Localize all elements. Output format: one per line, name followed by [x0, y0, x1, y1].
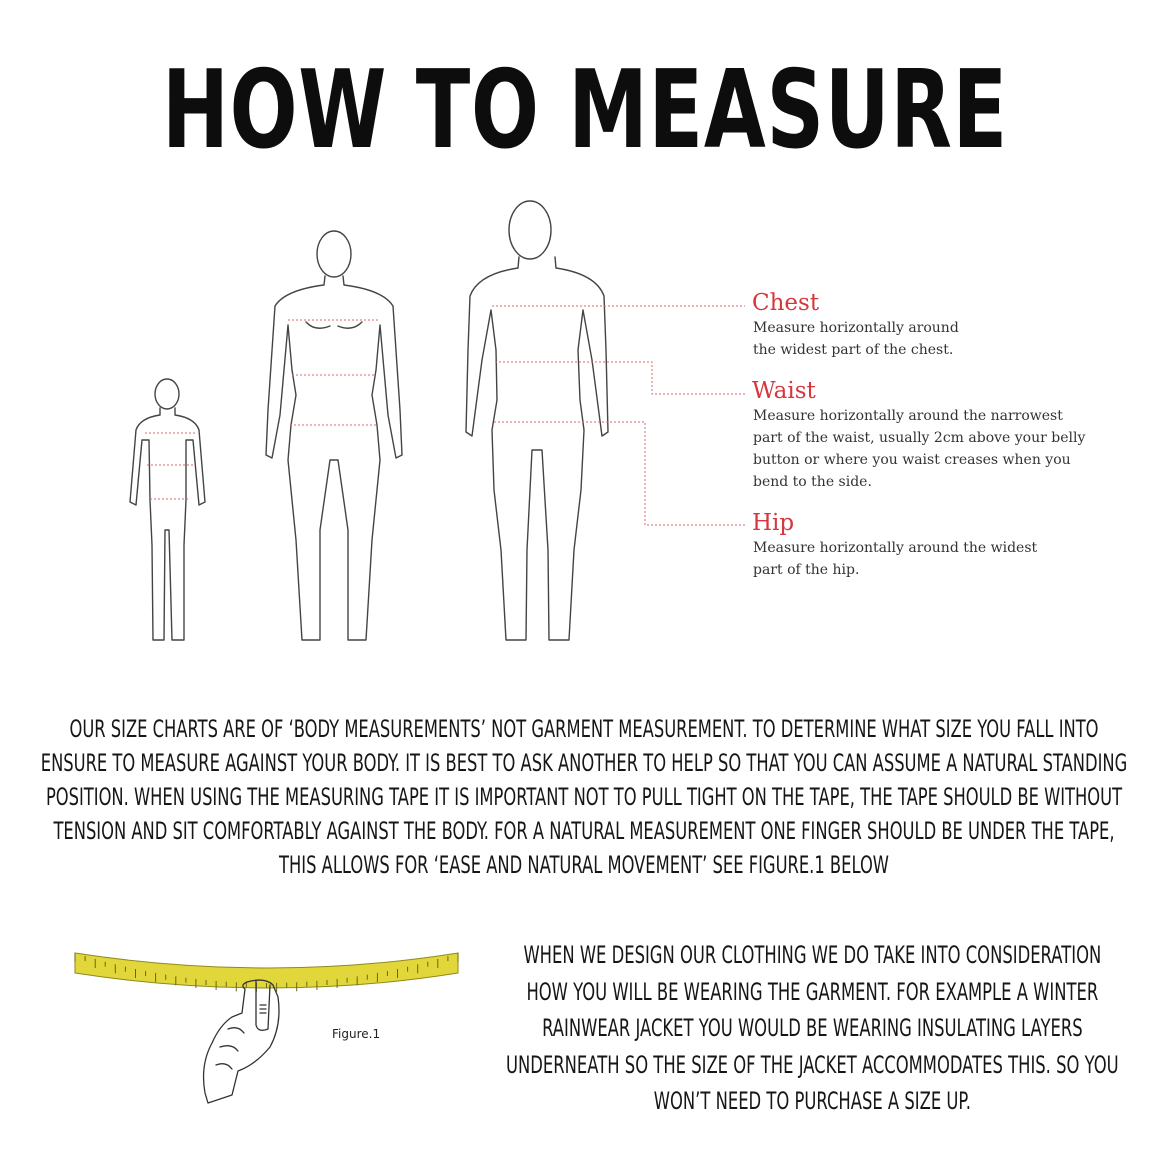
- hand-outline: [204, 980, 279, 1103]
- child-figure-outline: [130, 379, 205, 640]
- design-note-paragraph: WHEN WE DESIGN OUR CLOTHING WE DO TAKE INTO CONSIDERATION HOW YOU WILL BE WEARING THE GARMENT. FOR EXAMPLE A WINTER RAINWEAR JACKET YOU WOULD BE WEARING INSULATING LAYERS UNDERNEATH SO THE SIZE OF THE JACKET ACCOMMODATES THIS. SO YOU WON’T NEED TO PURCHASE A SIZE UP.: [506, 941, 1119, 1115]
- measurement-guides: [145, 306, 745, 525]
- measuring-tape: [75, 953, 458, 988]
- chest-label: Chest: [752, 290, 820, 316]
- hip-description: Measure horizontally around the widest part of the hip.: [753, 540, 1038, 578]
- hip-label: Hip: [752, 510, 795, 536]
- man-figure-outline: [466, 201, 608, 640]
- waist-label: Waist: [752, 378, 816, 404]
- waist-description: Measure horizontally around the narrowest part of the waist, usually 2cm above your belly button or where you waist creases when you bend to the side.: [753, 408, 1086, 490]
- instructions-block: [40, 712, 1130, 892]
- woman-figure-outline: [266, 231, 402, 640]
- chest-description: Measure horizontally around the widest part of the chest.: [753, 320, 959, 358]
- instructions-paragraph: OUR SIZE CHARTS ARE OF ‘BODY MEASUREMENTS’ NOT GARMENT MEASUREMENT. TO DETERMINE WHAT SIZE YOU FALL INTO ENSURE TO MEASURE AGAINST YOUR BODY. IT IS BEST TO ASK ANOTHER TO HELP SO THAT YOU CAN ASSUME A NATURAL STANDING POSITION. WHEN USING THE MEASURING TAPE IT IS IMPORTANT NOT TO PULL TIGHT ON THE TAPE, THE TAPE SHOULD BE WITHOUT TENSION AND SIT COMFORTABLY AGAINST THE BODY. FOR A NATURAL MEASUREMENT ONE FINGER SHOULD BE UNDER THE TAPE, THIS ALLOWS FOR ‘EASE AND NATURAL MOVEMENT’ SEE FIGURE.1 BELOW: [40, 715, 1128, 879]
- page-title: HOW TO MEASURE: [161, 48, 1009, 173]
- measuring-tape-figure: [60, 925, 480, 1125]
- figure-label: Figure.1: [332, 1027, 381, 1041]
- design-note-block: [505, 937, 1120, 1117]
